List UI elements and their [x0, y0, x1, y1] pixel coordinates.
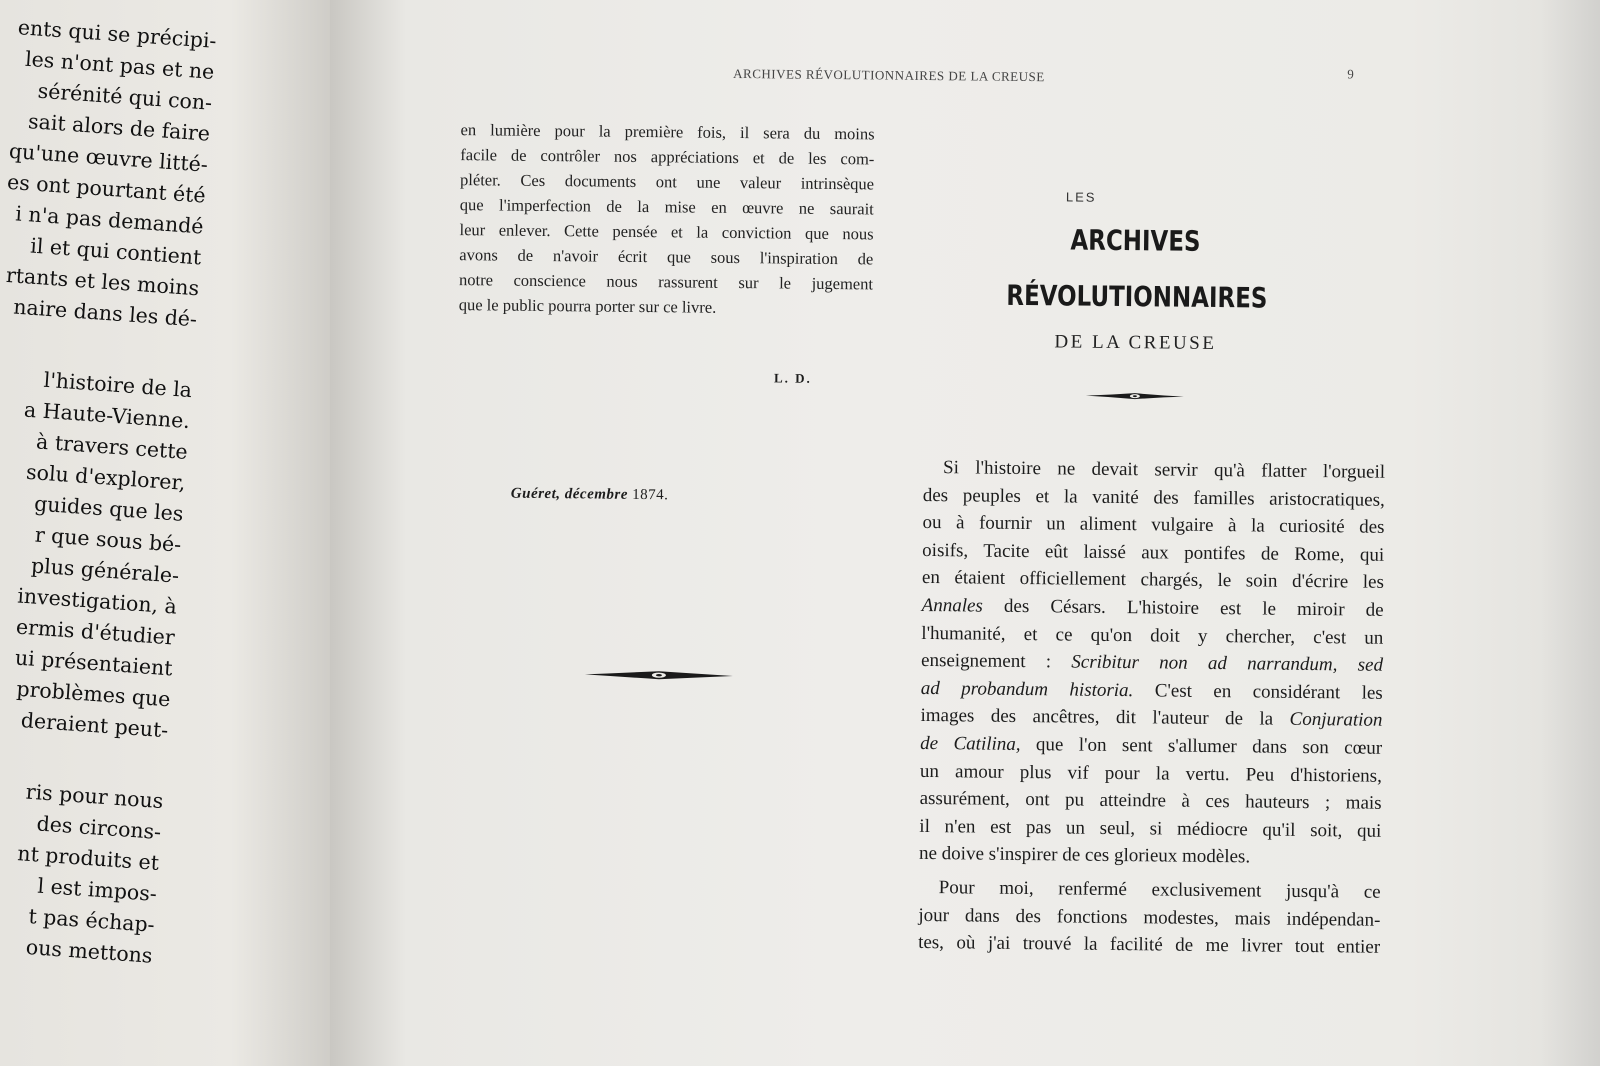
text-span: des Césars. L'histoire est le miroir de [982, 595, 1384, 621]
title-les: LES [1065, 189, 1097, 205]
text-line: jour dans des fonctions modestes, mais indépendan- [918, 904, 1381, 931]
place: Guéret, décembre [510, 485, 629, 503]
text-line: un amour plus vif pour la vertu. Peu d'historiens, [919, 760, 1383, 787]
text-line: notre conscience nous rassurent sur le jugement [458, 270, 874, 294]
text-line: ou à fournir un aliment vulgaire à la curiosité des [922, 512, 1385, 538]
text-line: que le public pourra porter sur ce livre. [458, 295, 717, 317]
text-line: qu'une œuvre litté- [8, 138, 209, 177]
text-line: oisifs, Tacite eût laissé aux pontifes de Rome, qui [922, 539, 1385, 566]
text-line: nt produits et [16, 841, 160, 875]
text-line: ents qui se précipi- [17, 15, 218, 53]
text-line: plus générale- [30, 553, 180, 588]
page-number: 9 [1347, 66, 1354, 82]
text-line: tes, où j'ai trouvé la facilité de me livrer tout entier [918, 932, 1381, 958]
text-line: les n'ont pas et ne [24, 46, 216, 84]
place-date [511, 486, 669, 505]
italic-text: Annales [921, 594, 983, 617]
preface-column [459, 117, 875, 321]
text-line: en étaient officiellement chargés, le soin d'écrire les [921, 567, 1385, 594]
ornament-rule-icon [1086, 390, 1184, 403]
text-line: rtants et les moins [5, 262, 200, 301]
text-line: r que sous bé- [34, 522, 183, 557]
italic-text: Conjuration [1289, 709, 1383, 732]
year: 1874. [632, 486, 669, 504]
signature: L. D. [773, 370, 812, 386]
left-page [0, 0, 330, 1066]
text-line: Si l'histoire ne devait servir qu'à flatter l'orgueil [942, 457, 1386, 483]
text-line: l est impos- [36, 873, 158, 906]
text-line: ermis d'étudier [15, 614, 176, 650]
text-line: a Haute-Vienne. [23, 397, 191, 434]
text-line: sérénité qui con- [37, 78, 213, 115]
page-edge-shadow [1540, 0, 1600, 1066]
text-line: en lumière pour la première fois, il sera du moins [460, 120, 875, 144]
text-line: guides que les [33, 491, 185, 526]
body-column [918, 454, 1385, 961]
text-line: Pour moi, renfermé exclusivement jusqu'à ce [938, 877, 1381, 903]
text-line [920, 730, 1382, 762]
text-line: ous mettons [25, 934, 154, 968]
italic-text: ad probandum historia. [920, 677, 1134, 701]
text-line: ris pour nous [25, 779, 165, 814]
text-line: il n'en est pas un seul, si médiocre qu'il soit, qui [919, 815, 1382, 842]
text-line: l'humanité, et ce qu'on doit y chercher, c'est un [921, 622, 1384, 649]
title-creuse: DE LA CREUSE [1054, 331, 1217, 355]
text-line: t pas échap- [27, 904, 156, 937]
text-line [922, 592, 1384, 624]
text-line: leur enlever. Cette pensée et la conviction que nous [459, 220, 874, 244]
text-line: problèmes que [15, 676, 172, 712]
text-line: deraient peut- [20, 708, 170, 743]
text-line: investigation, à [16, 583, 178, 619]
text-line: sait alors de faire [27, 109, 211, 146]
text-line: il et qui contient [29, 233, 203, 270]
text-line: l'histoire de la [42, 367, 193, 403]
text-line: ne doive s'inspirer de ces glorieux modèles. [918, 843, 1251, 868]
text-line: des peuples et la vanité des familles aristocratiques, [922, 484, 1385, 511]
text-line: pléter. Ces documents ont une valeur intrinsèque [459, 170, 875, 194]
ornament-rule-icon [585, 666, 733, 684]
text-span: C'est en considérant les [1133, 679, 1383, 704]
text-line: facile de contrôler nos appréciations et de les com- [460, 145, 875, 169]
text-line: es ont pourtant été [6, 169, 207, 208]
text-span: enseignement : [920, 650, 1072, 673]
text-line: assurément, ont pu atteindre à ces hauteurs ; mais [919, 788, 1382, 814]
text-line: des circons- [35, 811, 162, 845]
right-page-spread [330, 0, 1600, 1066]
title-revolutionnaires: RÉVOLUTIONNAIRES [1006, 278, 1268, 315]
left-page-text [0, 10, 217, 972]
italic-text: Scribitur non ad narrandum, sed [1071, 651, 1384, 676]
text-span: que l'on sent s'allumer dans son cœur [1020, 733, 1383, 759]
text-line: à travers cette [35, 429, 189, 464]
text-line: naire dans les dé- [12, 294, 198, 332]
text-line: avons de n'avoir écrit que sous l'inspiration de [459, 245, 874, 269]
text-line: que l'imperfection de la mise en œuvre ne saurait [459, 195, 874, 219]
right-page [330, 0, 1600, 1066]
title-archives: ARCHIVES [1070, 223, 1201, 258]
text-line: solu d'explorer, [25, 459, 187, 495]
text-line: ui présentaient [14, 645, 174, 681]
text-span: images des ancêtres, dit l'auteur de la [920, 705, 1290, 731]
running-head: ARCHIVES RÉVOLUTIONNAIRES DE LA CREUSE [733, 65, 1045, 85]
italic-text: de Catilina, [920, 732, 1021, 755]
text-line: i n'a pas demandé [14, 201, 205, 239]
